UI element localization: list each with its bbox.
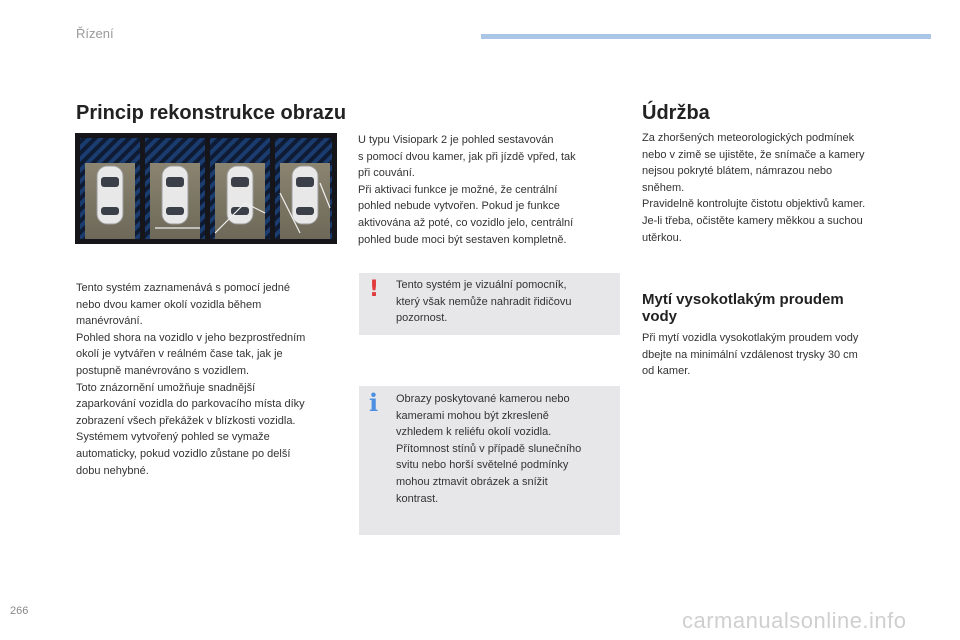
pressure-washing-body-text: Při mytí vozidla vysokotlakým proudem vody dbejte na minimální vzdálenost trysky 30 cm od kamer.: [642, 332, 859, 378]
info-notice: [359, 386, 620, 535]
parking-top-view-image: [75, 133, 337, 244]
left-body-text: Tento systém zaznamenává s pomocí jedné nebo dvou kamer okolí vozidla během manévrování. Pohled shora na vozidlo v jeho bezprostředním okolí je vytvářen v reálném čase tak, jak je postupně manévrováno s vozidlem. Toto znázornění umožňuje snadnější zaparkování vozidla do parkovacího místa díky zobrazení všech překážek v blízkosti vozidla. Systémem vytvořený pohled se vymaže automaticky, pokud vozidlo zůstane po delší dobu nehybné.: [76, 282, 306, 477]
camera-view-illustration: [75, 133, 337, 244]
watermark: carmanualsonline.info: [682, 608, 907, 633]
section-title: Řízení: [76, 26, 114, 41]
warning-text: Tento systém je vizuální pomocník, který však nemůže nahradit řidičovu pozornost.: [396, 279, 572, 325]
warning-notice: [359, 273, 620, 335]
header-rule: [481, 34, 931, 39]
heading-pressure-washing: Mytí vysokotlakým proudem vody: [642, 291, 844, 325]
info-text: Obrazy poskytované kamerou nebo kamerami mohou být zkresleně vzhledem k reliéfu okolí vozidla. Přítomnost stínů v případě slunečního svitu nebo horší světelné podmínky mohou ztmavit obrázek a snížit kontrast.: [396, 393, 582, 505]
exclamation-icon: !: [369, 277, 380, 302]
info-icon: i: [369, 388, 379, 417]
heading-maintenance: Údržba: [642, 102, 710, 124]
middle-body-text: U typu Visiopark 2 je pohled sestavován s pomocí dvou kamer, jak při jízdě vpřed, tak při couvání. Při aktivaci funkce je možné, že centrální pohled nebude vytvořen. Pokud je funkce aktivována až poté, co vozidlo jelo, centrální pohled bude moci být sestaven kompletně.: [358, 134, 576, 246]
page-number: 266: [10, 605, 29, 617]
heading-image-reconstruction: Princip rekonstrukce obrazu: [76, 102, 347, 124]
maintenance-body-text: Za zhoršených meteorologických podmínek nebo v zimě se ujistěte, že snímače a kamery nejsou pokryté blátem, námrazou nebo sněhem. Pravidelně kontrolujte čistotu objektivů kamer. Je-li třeba, očistěte kamery měkkou a suchou utěrkou.: [642, 132, 866, 244]
